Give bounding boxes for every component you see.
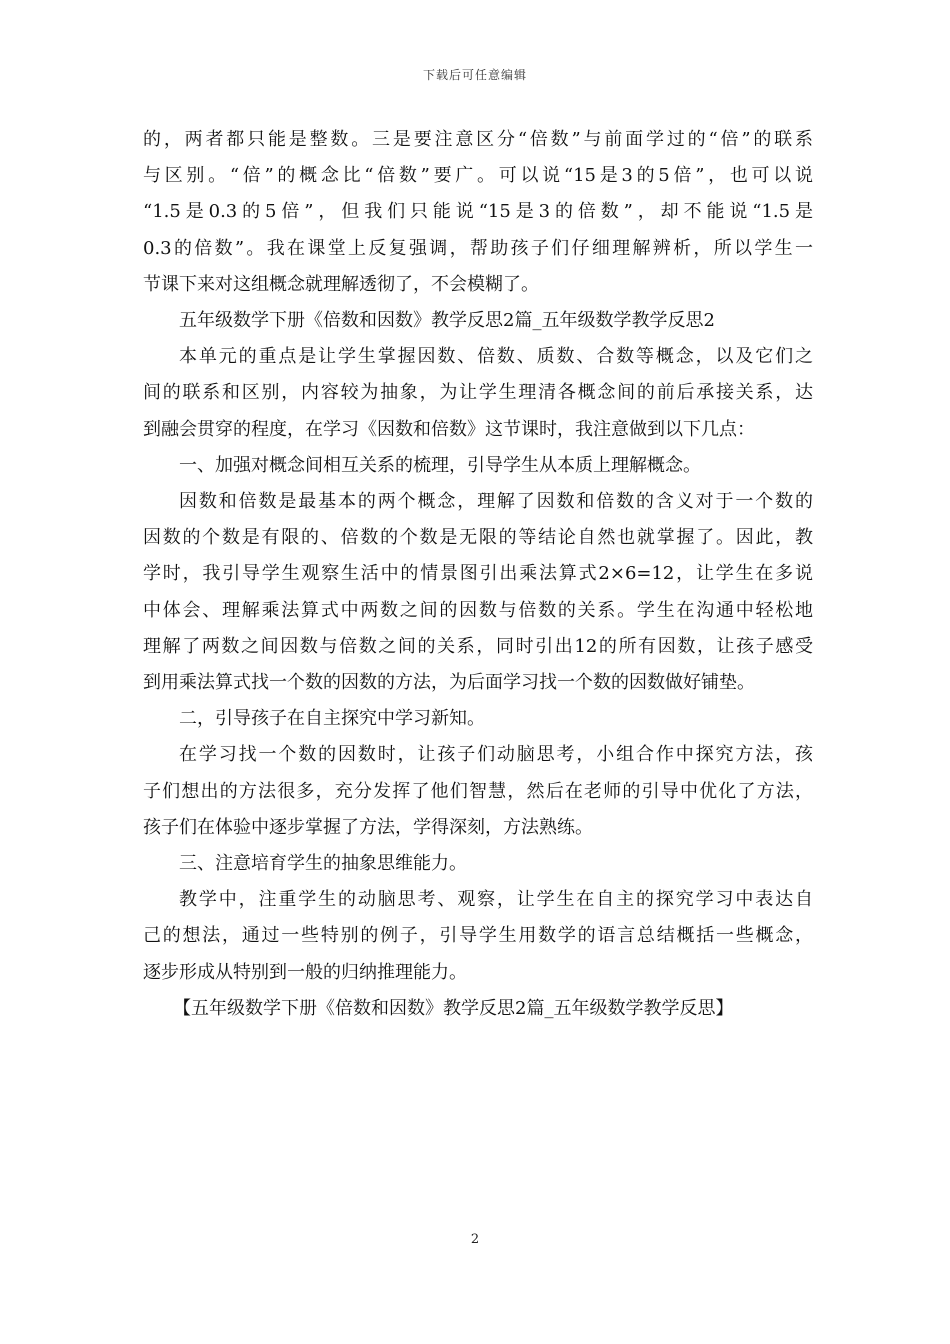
paragraph-line: 己的想法，通过一些特别的例子，引导学生用数学的语言总结概括一些概念， bbox=[143, 925, 813, 947]
paragraph-line: 间的联系和区别，内容较为抽象，为让学生理清各概念间的前后承接关系，达 bbox=[143, 382, 813, 404]
page-number: 2 bbox=[470, 1232, 480, 1247]
paragraph-line: 到用乘法算式找一个数的因数的方法，为后面学习找一个数的因数做好铺垫。 bbox=[143, 672, 755, 694]
paragraph-line: 中体会、理解乘法算式中两数之间的因数与倍数的关系。学生在沟通中轻松地 bbox=[143, 599, 813, 621]
closing-title: 【五年级数学下册《倍数和因数》教学反思2篇_五年级数学教学反思】 bbox=[173, 997, 734, 1019]
paragraph-line: 孩子们在体验中逐步掌握了方法，学得深刻，方法熟练。 bbox=[143, 816, 593, 838]
paragraph-line: 节课下来对这组概念就理解透彻了，不会模糊了。 bbox=[143, 273, 539, 295]
paragraph-line: 学时，我引导学生观察生活中的情景图引出乘法算式2×6=12，让学生在多说 bbox=[143, 563, 813, 585]
paragraph-line: 与区别。“倍”的概念比“倍数”要广。可以说“15是3的5倍”，也可以说 bbox=[143, 165, 813, 187]
section-title: 五年级数学下册《倍数和因数》教学反思2篇_五年级数学教学反思2 bbox=[179, 310, 715, 332]
paragraph-line: “1.5是0.3的5倍”，但我们只能说“15是3的倍数”，却不能说“1.5是 bbox=[143, 201, 813, 223]
paragraph-line: 本单元的重点是让学生掌握因数、倍数、质数、合数等概念，以及它们之 bbox=[179, 346, 813, 368]
paragraph-line: 逐步形成从特别到一般的归纳推理能力。 bbox=[143, 961, 467, 983]
paragraph-line: 到融会贯穿的程度，在学习《因数和倍数》这节课时，我注意做到以下几点： bbox=[143, 418, 755, 440]
paragraph-line: 子们想出的方法很多，充分发挥了他们智慧，然后在老师的引导中优化了方法， bbox=[143, 780, 813, 802]
paragraph-line: 的，两者都只能是整数。三是要注意区分“倍数”与前面学过的“倍”的联系 bbox=[143, 129, 813, 150]
paragraph-line: 在学习找一个数的因数时，让孩子们动脑思考，小组合作中探究方法，孩 bbox=[179, 744, 813, 766]
paragraph-line: 0.3的倍数”。我在课堂上反复强调，帮助孩子们仔细理解辨析，所以学生一 bbox=[143, 237, 813, 259]
point-heading: 二，引导孩子在自主探究中学习新知。 bbox=[179, 708, 485, 730]
point-heading: 一、加强对概念间相互关系的梳理，引导学生从本质上理解概念。 bbox=[179, 454, 701, 476]
document-body bbox=[143, 122, 813, 1027]
point-heading: 三、注意培育学生的抽象思维能力。 bbox=[179, 853, 467, 875]
page-header: 下载后可任意编辑 bbox=[422, 68, 527, 82]
paragraph-line: 理解了两数之间因数与倍数之间的关系，同时引出12的所有因数，让孩子感受 bbox=[143, 635, 813, 657]
paragraph-line: 教学中，注重学生的动脑思考、观察，让学生在自主的探究学习中表达自 bbox=[179, 889, 813, 911]
paragraph-line: 因数的个数是有限的、倍数的个数是无限的等结论自然也就掌握了。因此，教 bbox=[143, 527, 813, 549]
paragraph-line: 因数和倍数是最基本的两个概念，理解了因数和倍数的含义对于一个数的 bbox=[179, 491, 813, 513]
